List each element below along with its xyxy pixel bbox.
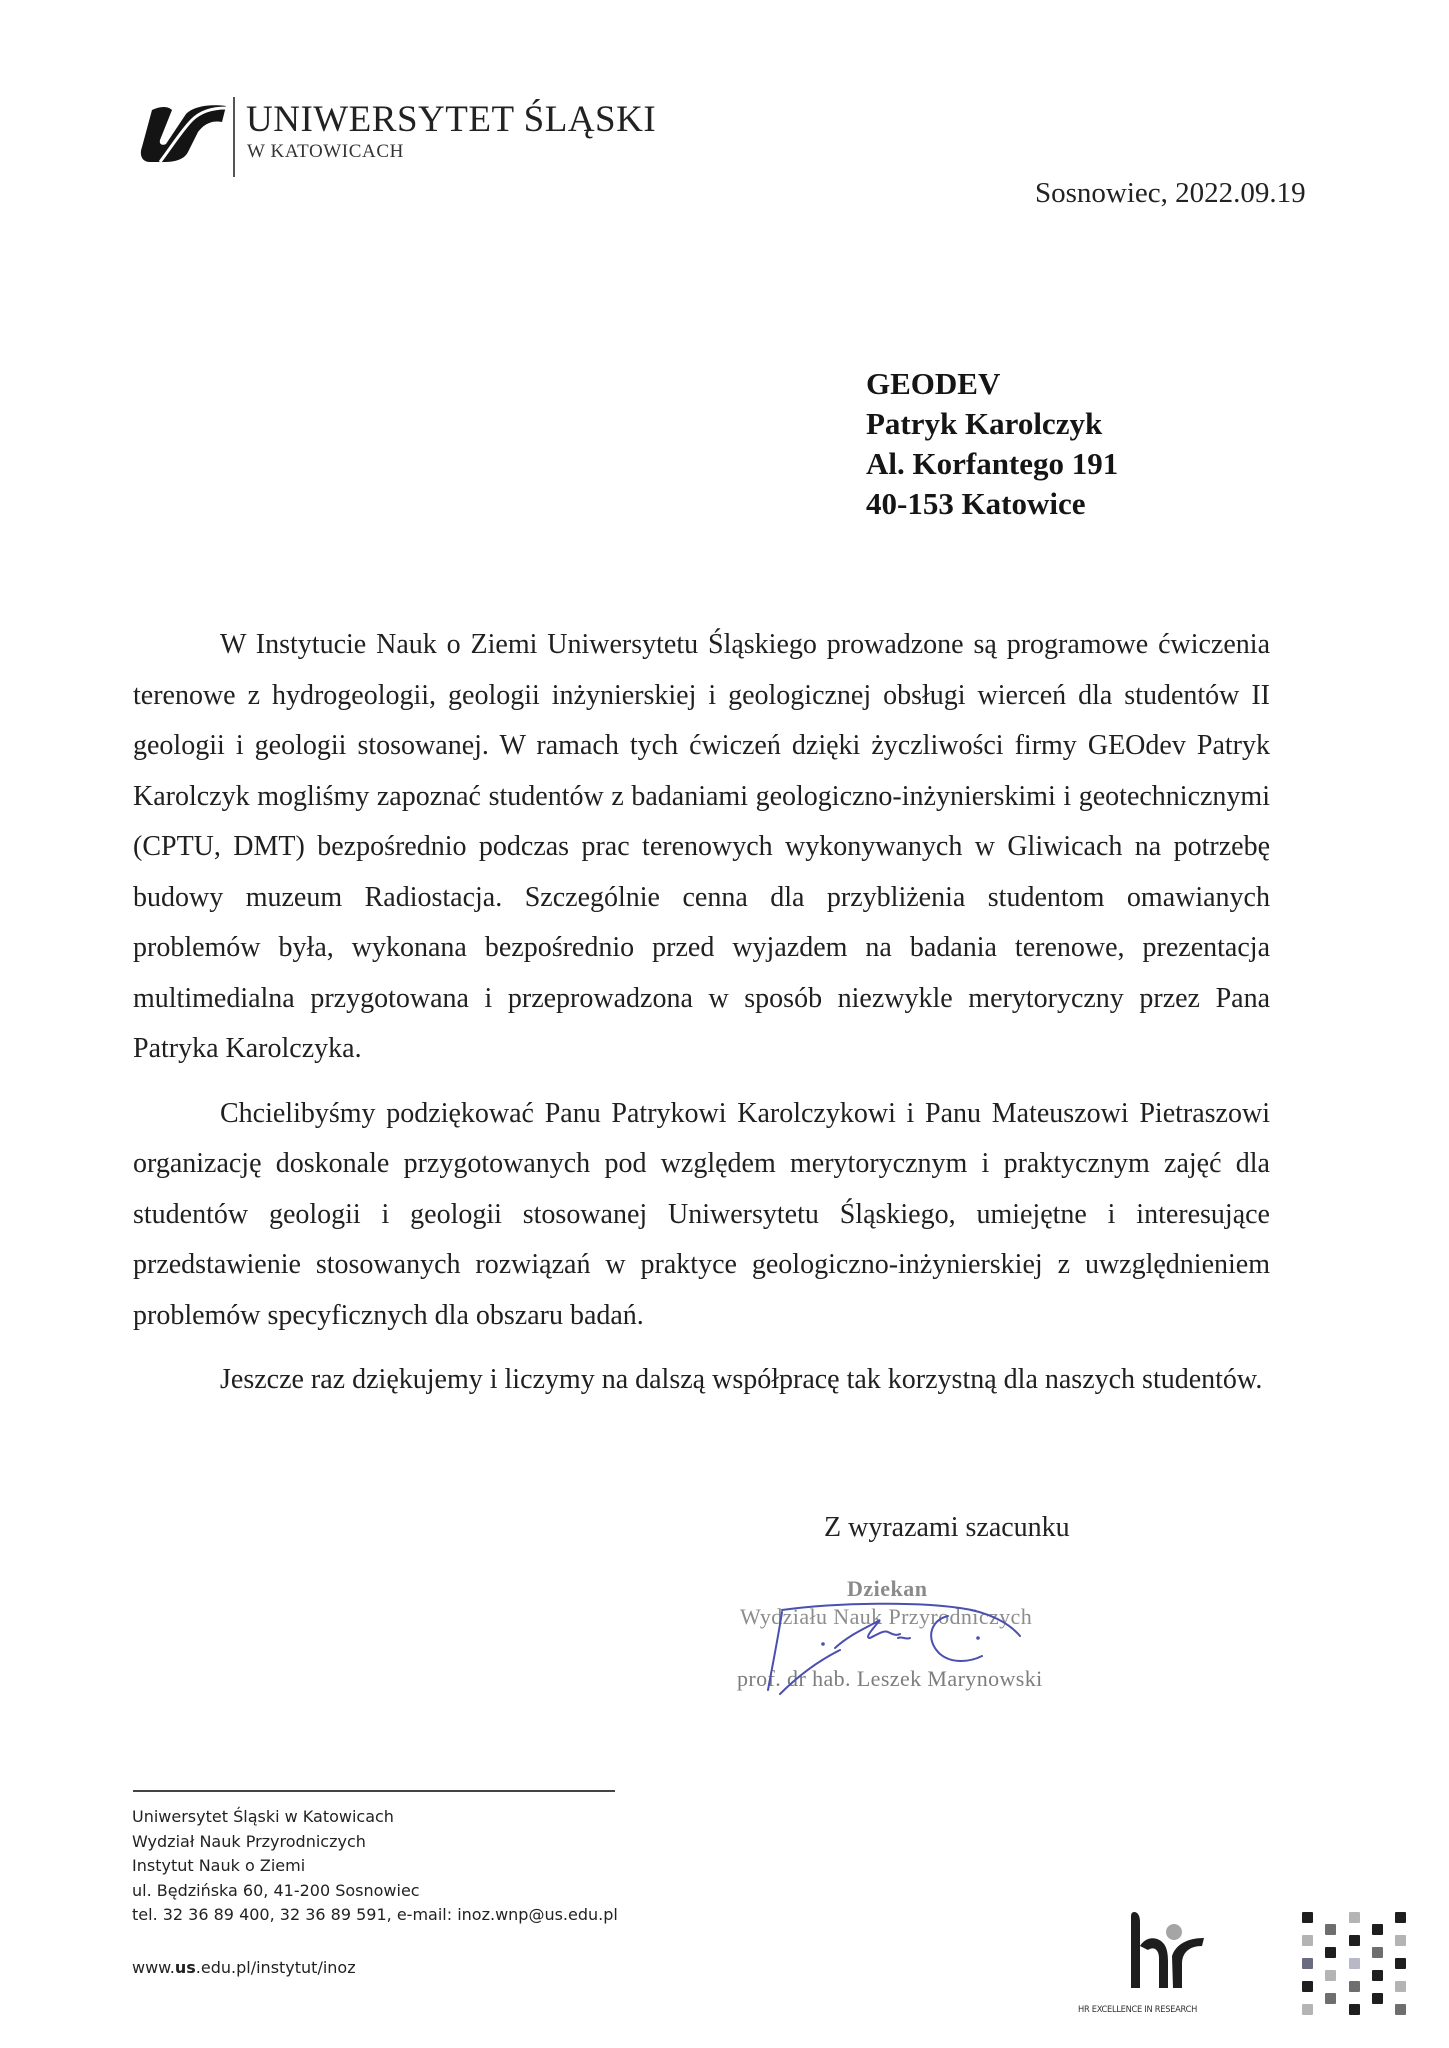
- logo-square: [1349, 1935, 1360, 1946]
- logo-square: [1395, 1958, 1406, 1969]
- university-name: UNIWERSYTET ŚLĄSKI: [246, 99, 657, 140]
- logo-square: [1395, 1912, 1406, 1923]
- stamp-faculty: Wydziału Nauk Przyrodniczych: [740, 1604, 1033, 1629]
- paragraph-line: Jeszcze raz dziękujemy i liczymy na dalszą współpracę tak korzystną dla naszych studentów.: [220, 1364, 1263, 1395]
- footer-line: Uniwersytet Śląski w Katowicach: [132, 1807, 394, 1826]
- hr-excellence-logo-icon: [1128, 1912, 1208, 1990]
- logo-square: [1372, 1970, 1383, 1981]
- footer-line: tel. 32 36 89 400, 32 36 89 591, e-mail: inoz.wnp@us.edu.pl: [132, 1905, 618, 1924]
- website-domain-bold: us: [174, 1958, 196, 1977]
- recipient-company: GEODEV: [866, 366, 1001, 401]
- square-grid-logo-icon: [1296, 1906, 1416, 2026]
- paragraph: [133, 1089, 1270, 1342]
- logo-square: [1325, 1970, 1336, 1981]
- signature-icon: [720, 1590, 1060, 1700]
- paragraph-line: (CPTU, DMT) bezpośrednio podczas prac terenowych wykonywanych w Gliwicach na potrzebę: [133, 831, 1270, 862]
- date-line: Sosnowiec, 2022.09.19: [1035, 177, 1306, 209]
- paragraph-line: W Instytucie Nauk o Ziemi Uniwersytetu Śląskiego prowadzone są programowe ćwiczenia: [220, 629, 1270, 660]
- paragraph-line: problemów była, wykonana bezpośrednio przed wyjazdem na badania terenowe, prezentacja: [133, 932, 1270, 963]
- logo-square: [1372, 1993, 1383, 2004]
- logo-square: [1349, 1981, 1360, 1992]
- website-suffix: .edu.pl/instytut/inoz: [195, 1958, 356, 1977]
- letter-body: [133, 620, 1270, 1406]
- logo-square: [1349, 1912, 1360, 1923]
- footer-address: [132, 1805, 618, 1928]
- recipient-city: 40-153 Katowice: [866, 486, 1086, 521]
- paragraph-line: Karolczyk mogliśmy zapoznać studentów z badaniami geologiczno-inżynierskimi i geotechnicznymi: [133, 780, 1270, 812]
- footer-website-link[interactable]: [132, 1958, 356, 1977]
- logo-divider: [233, 97, 235, 177]
- logo-square: [1302, 2004, 1313, 2015]
- university-logo-icon: [138, 100, 228, 165]
- logo-square: [1372, 1947, 1383, 1958]
- recipient-name: Patryk Karolczyk: [866, 406, 1103, 441]
- footer-divider: [133, 1790, 615, 1792]
- paragraph-line: terenowe z hydrogeologii, geologii inżynierskiej i geologicznej obsługi wierceń dla studentów II: [133, 679, 1270, 711]
- logo-square: [1372, 1924, 1383, 1935]
- stamp-name: prof. dr hab. Leszek Marynowski: [737, 1666, 1043, 1691]
- footer-line: ul. Będzińska 60, 41-200 Sosnowiec: [132, 1880, 420, 1900]
- recipient-street: Al. Korfantego 191: [866, 446, 1119, 481]
- logo-square: [1302, 1981, 1313, 1992]
- paragraph-line: problemów specyficznych dla obszaru badań.: [133, 1299, 644, 1331]
- paragraph-line: geologii i geologii stosowanej. W ramach tych ćwiczeń dzięki życzliwości firmy GEOdev Patryk: [133, 730, 1270, 761]
- hr-caption: HR EXCELLENCE IN RESEARCH: [1078, 2005, 1198, 2015]
- logo-square: [1302, 1935, 1313, 1946]
- paragraph-line: Patryka Karolczyka.: [133, 1033, 362, 1064]
- paragraph-line: Chcielibyśmy podziękować Panu Patrykowi Karolczykowi i Panu Mateuszowi Pietraszowi: [220, 1097, 1270, 1129]
- logo-square: [1302, 1958, 1313, 1969]
- logo-square: [1349, 1958, 1360, 1969]
- closing-salutation: Z wyrazami szacunku: [824, 1512, 1070, 1543]
- website-prefix: www.: [132, 1958, 175, 1977]
- logo-square: [1325, 1993, 1336, 2004]
- logo-square: [1395, 1935, 1406, 1946]
- paragraph-line: studentów geologii i geologii stosowanej Uniwersytetu Śląskiego, umiejętne i interesujące: [133, 1198, 1270, 1230]
- paragraph: [133, 620, 1270, 1075]
- logo-square: [1395, 2004, 1406, 2015]
- footer-line: Wydział Nauk Przyrodniczych: [132, 1831, 366, 1851]
- recipient-address: [866, 364, 1118, 524]
- logo-square: [1349, 2004, 1360, 2015]
- logo-square: [1325, 1947, 1336, 1958]
- paragraph: [133, 1355, 1270, 1406]
- paragraph-line: multimedialna przygotowana i przeprowadzona w sposób niezwykle merytoryczny przez Pana: [133, 982, 1270, 1014]
- logo-square: [1302, 1912, 1313, 1923]
- footer-line: Instytut Nauk o Ziemi: [132, 1856, 306, 1875]
- university-city: W KATOWICACH: [247, 141, 404, 162]
- logo-square: [1325, 1924, 1336, 1935]
- paragraph-line: budowy muzeum Radiostacja. Szczególnie cenna dla przybliżenia studentom omawianych: [133, 881, 1270, 913]
- paragraph-line: organizację doskonale przygotowanych pod względem merytorycznym i praktycznym zajęć dla: [133, 1148, 1270, 1179]
- stamp-title: Dziekan: [847, 1576, 928, 1601]
- logo-square: [1395, 1981, 1406, 1992]
- paragraph-line: przedstawienie stosowanych rozwiązań w praktyce geologiczno-inżynierskiej z uwzględnieniem: [133, 1249, 1270, 1280]
